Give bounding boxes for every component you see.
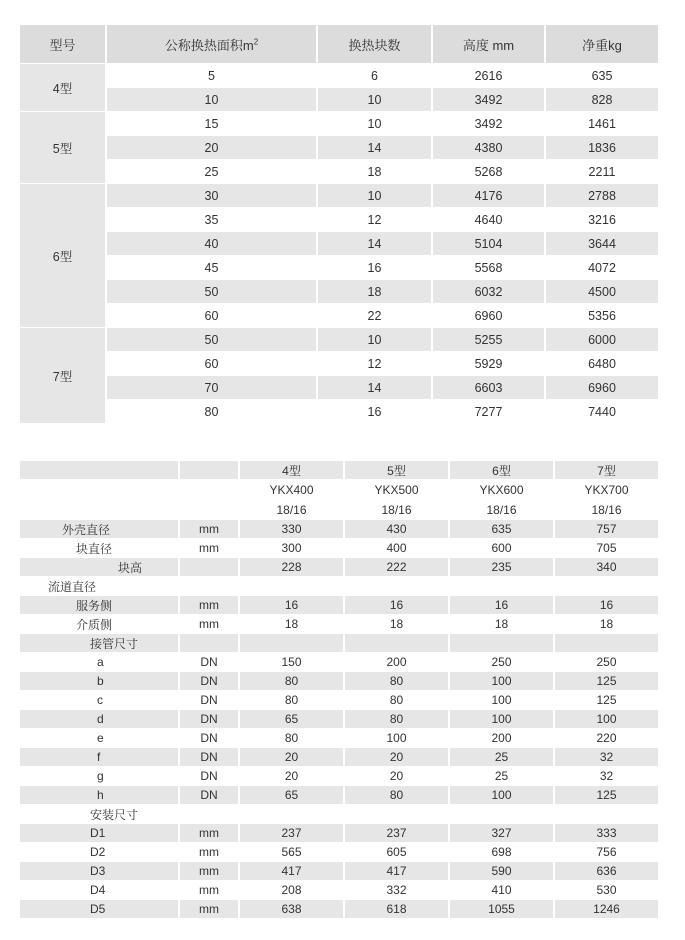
table-cell: 332 <box>345 881 450 900</box>
table-cell: 22 <box>318 304 433 328</box>
table-cell: 636 <box>555 862 660 881</box>
row-label: 块直径 <box>20 539 180 558</box>
table-cell <box>555 634 660 653</box>
row-label: 外壳直径 <box>20 520 180 539</box>
table-cell: 20 <box>240 748 345 767</box>
table-cell: 635 <box>546 64 660 88</box>
table-row <box>20 160 660 184</box>
blank-cell <box>20 500 180 520</box>
table-cell: 410 <box>450 881 555 900</box>
table-cell: 16 <box>555 596 660 615</box>
table-cell: 565 <box>240 843 345 862</box>
table-row <box>20 88 660 112</box>
table-cell: 80 <box>345 786 450 805</box>
table-cell: 250 <box>555 653 660 672</box>
table-cell <box>240 805 345 824</box>
table-row <box>20 136 660 160</box>
table-cell: 16 <box>345 596 450 615</box>
table-cell: 5356 <box>546 304 660 328</box>
table-cell: 6000 <box>546 328 660 352</box>
blank-cell <box>180 461 240 480</box>
row-label: D4 <box>20 881 180 900</box>
model-header: YKX600 <box>450 480 555 500</box>
table-row <box>20 256 660 280</box>
row-unit: mm <box>180 900 240 919</box>
table-cell: 5268 <box>433 160 546 184</box>
table-cell: 330 <box>240 520 345 539</box>
row-unit: mm <box>180 539 240 558</box>
table-cell: 20 <box>240 767 345 786</box>
blank-cell <box>20 461 180 480</box>
table-cell: 100 <box>450 672 555 691</box>
table-cell: 3216 <box>546 208 660 232</box>
table-cell: 32 <box>555 748 660 767</box>
table-row <box>20 539 660 558</box>
table-cell: 80 <box>345 672 450 691</box>
table-cell: 50 <box>107 280 318 304</box>
table-cell: 590 <box>450 862 555 881</box>
table-cell: 14 <box>318 376 433 400</box>
blank-cell <box>20 480 180 500</box>
table-cell: 200 <box>345 653 450 672</box>
table-cell: 80 <box>345 710 450 729</box>
table-cell <box>555 805 660 824</box>
table-cell: 3644 <box>546 232 660 256</box>
table-cell: 400 <box>345 539 450 558</box>
row-label: g <box>20 767 180 786</box>
table-cell: 18 <box>318 280 433 304</box>
table-cell: 25 <box>450 748 555 767</box>
header-model: 型号 <box>20 25 107 64</box>
table-row <box>20 843 660 862</box>
row-unit: mm <box>180 520 240 539</box>
row-unit: DN <box>180 691 240 710</box>
table-cell: 1246 <box>555 900 660 919</box>
table-cell <box>450 805 555 824</box>
type-header: 6型 <box>450 461 555 480</box>
table-cell: 237 <box>345 824 450 843</box>
table-cell: 1836 <box>546 136 660 160</box>
row-unit: mm <box>180 824 240 843</box>
row-label: D2 <box>20 843 180 862</box>
row-unit: DN <box>180 653 240 672</box>
table-cell: 80 <box>345 691 450 710</box>
table-cell: 20 <box>107 136 318 160</box>
spec-table-dimensions <box>20 461 660 919</box>
row-label: D1 <box>20 824 180 843</box>
table-row <box>20 596 660 615</box>
row-label: a <box>20 653 180 672</box>
model-group-label: 4型 <box>20 64 107 112</box>
table-cell: 3492 <box>433 112 546 136</box>
table-cell: 430 <box>345 520 450 539</box>
table-cell: 618 <box>345 900 450 919</box>
table-row <box>20 767 660 786</box>
row-unit: mm <box>180 843 240 862</box>
table-row <box>20 824 660 843</box>
row-label: d <box>20 710 180 729</box>
table-cell: 4176 <box>433 184 546 208</box>
table-cell: 50 <box>107 328 318 352</box>
table-row <box>20 634 660 653</box>
table-row <box>20 862 660 881</box>
table-cell: 4640 <box>433 208 546 232</box>
table-cell: 14 <box>318 232 433 256</box>
table-cell: 32 <box>555 767 660 786</box>
model-header: YKX700 <box>555 480 660 500</box>
table-cell: 638 <box>240 900 345 919</box>
table-cell: 16 <box>450 596 555 615</box>
table-cell: 4072 <box>546 256 660 280</box>
table-row <box>20 615 660 634</box>
table-cell: 6480 <box>546 352 660 376</box>
table-cell: 6603 <box>433 376 546 400</box>
table-cell: 10 <box>318 88 433 112</box>
table-row <box>20 710 660 729</box>
table-row <box>20 748 660 767</box>
table-cell: 70 <box>107 376 318 400</box>
table-cell: 10 <box>318 184 433 208</box>
table-cell: 18 <box>318 160 433 184</box>
table-cell: 100 <box>450 710 555 729</box>
table-row <box>20 400 660 424</box>
table-header-row <box>20 25 660 64</box>
table-cell: 235 <box>450 558 555 577</box>
table-cell: 150 <box>240 653 345 672</box>
table-cell: 15 <box>107 112 318 136</box>
row-unit <box>180 577 240 596</box>
table-cell: 6960 <box>546 376 660 400</box>
table-cell: 10 <box>318 328 433 352</box>
table-cell: 65 <box>240 786 345 805</box>
row-label: e <box>20 729 180 748</box>
table-cell <box>555 577 660 596</box>
table-cell: 2616 <box>433 64 546 88</box>
table-cell: 6032 <box>433 280 546 304</box>
table-cell: 600 <box>450 539 555 558</box>
table-cell: 65 <box>240 710 345 729</box>
row-label: b <box>20 672 180 691</box>
table-cell: 2788 <box>546 184 660 208</box>
row-label: f <box>20 748 180 767</box>
row-unit: mm <box>180 615 240 634</box>
table-row <box>20 653 660 672</box>
table-cell: 757 <box>555 520 660 539</box>
header-area: 公称换热面积$m^2$ <box>107 25 318 64</box>
table-cell: 5568 <box>433 256 546 280</box>
table-cell: 125 <box>555 786 660 805</box>
table-cell: 756 <box>555 843 660 862</box>
spec-table-area <box>20 25 660 424</box>
model-header: YKX400 <box>240 480 345 500</box>
row-label: D5 <box>20 900 180 919</box>
table-cell: 417 <box>240 862 345 881</box>
table-row <box>20 184 660 208</box>
table-cell: 80 <box>240 729 345 748</box>
table-cell: 4500 <box>546 280 660 304</box>
table-cell: 30 <box>107 184 318 208</box>
table-cell <box>345 805 450 824</box>
table-cell: 2211 <box>546 160 660 184</box>
table-cell: 10 <box>107 88 318 112</box>
table-cell: 6960 <box>433 304 546 328</box>
table-cell <box>240 634 345 653</box>
table-row <box>20 304 660 328</box>
row-label: h <box>20 786 180 805</box>
table-cell: 6 <box>318 64 433 88</box>
table-row <box>20 577 660 596</box>
row-label: 介质侧 <box>20 615 180 634</box>
table-cell <box>345 577 450 596</box>
table-row <box>20 64 660 88</box>
header-weight: 净重kg <box>546 25 660 64</box>
table-row <box>20 786 660 805</box>
table-cell: 20 <box>345 748 450 767</box>
table-row <box>20 500 660 520</box>
table-cell: 333 <box>555 824 660 843</box>
row-unit: mm <box>180 881 240 900</box>
table-cell: 14 <box>318 136 433 160</box>
table-cell: 222 <box>345 558 450 577</box>
table-cell: 7277 <box>433 400 546 424</box>
table-cell: 7440 <box>546 400 660 424</box>
row-label: 流道直径 <box>20 577 180 596</box>
table-cell: 10 <box>318 112 433 136</box>
table-cell: 5 <box>107 64 318 88</box>
table-cell: 220 <box>555 729 660 748</box>
table-cell: 16 <box>318 400 433 424</box>
table-cell: 200 <box>450 729 555 748</box>
header-height: 高度 mm <box>433 25 546 64</box>
table-cell: 417 <box>345 862 450 881</box>
ratio-header: 18/16 <box>345 500 450 520</box>
table-cell: 1055 <box>450 900 555 919</box>
table-cell: 16 <box>240 596 345 615</box>
table-cell: 18 <box>240 615 345 634</box>
table-cell: 45 <box>107 256 318 280</box>
table-row <box>20 558 660 577</box>
row-unit <box>180 558 240 577</box>
table-row <box>20 232 660 256</box>
row-unit: DN <box>180 710 240 729</box>
table-cell: 5255 <box>433 328 546 352</box>
table-row <box>20 328 660 352</box>
table-cell: 25 <box>107 160 318 184</box>
row-unit: DN <box>180 767 240 786</box>
table-row <box>20 900 660 919</box>
blank-cell <box>180 500 240 520</box>
table-cell: 705 <box>555 539 660 558</box>
model-header: YKX500 <box>345 480 450 500</box>
table-cell: 18 <box>450 615 555 634</box>
table-cell: 635 <box>450 520 555 539</box>
type-header: 7型 <box>555 461 660 480</box>
ratio-header: 18/16 <box>450 500 555 520</box>
row-label: 接管尺寸 <box>20 634 180 653</box>
row-unit: DN <box>180 786 240 805</box>
table-cell: 100 <box>555 710 660 729</box>
row-unit <box>180 634 240 653</box>
table-cell: 18 <box>555 615 660 634</box>
row-label: 块高 <box>20 558 180 577</box>
table-cell: 250 <box>450 653 555 672</box>
row-unit: mm <box>180 862 240 881</box>
table-row <box>20 208 660 232</box>
table-cell: 20 <box>345 767 450 786</box>
row-unit: mm <box>180 596 240 615</box>
table-row <box>20 112 660 136</box>
table-cell: 25 <box>450 767 555 786</box>
table-cell: 340 <box>555 558 660 577</box>
table-cell: 228 <box>240 558 345 577</box>
table-cell: 80 <box>240 691 345 710</box>
table-row <box>20 520 660 539</box>
table-cell: 208 <box>240 881 345 900</box>
table-cell: 12 <box>318 208 433 232</box>
ratio-header: 18/16 <box>555 500 660 520</box>
table-cell <box>345 634 450 653</box>
row-label: 安装尺寸 <box>20 805 180 824</box>
table-row <box>20 691 660 710</box>
blank-cell <box>180 480 240 500</box>
model-group-label: 5型 <box>20 112 107 184</box>
table-cell: 5104 <box>433 232 546 256</box>
table-cell: 12 <box>318 352 433 376</box>
table-row <box>20 672 660 691</box>
table-cell: 16 <box>318 256 433 280</box>
row-label: 服务侧 <box>20 596 180 615</box>
table-row <box>20 280 660 304</box>
table-cell <box>450 634 555 653</box>
table-cell: 237 <box>240 824 345 843</box>
table-row <box>20 805 660 824</box>
row-unit: DN <box>180 672 240 691</box>
table-cell: 828 <box>546 88 660 112</box>
table-cell: 327 <box>450 824 555 843</box>
table-cell: 100 <box>450 691 555 710</box>
row-label: D3 <box>20 862 180 881</box>
table-row <box>20 376 660 400</box>
table-cell: 35 <box>107 208 318 232</box>
table-cell: 1461 <box>546 112 660 136</box>
model-group-label: 6型 <box>20 184 107 328</box>
table-cell: 605 <box>345 843 450 862</box>
table-cell: 5929 <box>433 352 546 376</box>
row-unit <box>180 805 240 824</box>
table-cell: 530 <box>555 881 660 900</box>
table-cell: 300 <box>240 539 345 558</box>
model-group-label: 7型 <box>20 328 107 424</box>
table-row <box>20 352 660 376</box>
row-unit: DN <box>180 729 240 748</box>
table-cell <box>450 577 555 596</box>
table-cell: 100 <box>450 786 555 805</box>
table-cell: 60 <box>107 304 318 328</box>
table-cell: 40 <box>107 232 318 256</box>
table-row <box>20 729 660 748</box>
row-unit: DN <box>180 748 240 767</box>
table-cell: 80 <box>107 400 318 424</box>
header-blocks: 换热块数 <box>318 25 433 64</box>
table-row <box>20 480 660 500</box>
table-cell: 100 <box>345 729 450 748</box>
ratio-header: 18/16 <box>240 500 345 520</box>
table-row <box>20 461 660 480</box>
type-header: 4型 <box>240 461 345 480</box>
row-label: c <box>20 691 180 710</box>
table-row <box>20 881 660 900</box>
table-cell: 125 <box>555 691 660 710</box>
table-cell: 698 <box>450 843 555 862</box>
table-cell: 3492 <box>433 88 546 112</box>
table-cell: 4380 <box>433 136 546 160</box>
table-cell: 18 <box>345 615 450 634</box>
table-cell <box>240 577 345 596</box>
table-cell: 125 <box>555 672 660 691</box>
table-cell: 60 <box>107 352 318 376</box>
table-cell: 80 <box>240 672 345 691</box>
type-header: 5型 <box>345 461 450 480</box>
